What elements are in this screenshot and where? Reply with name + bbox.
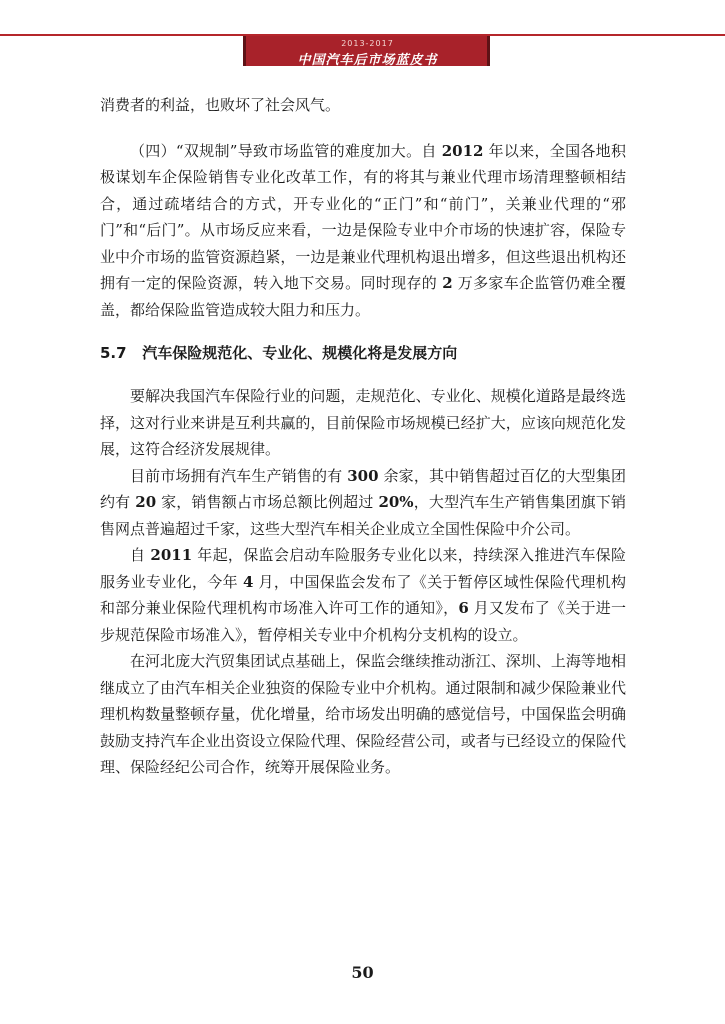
text-run: 年以来，全国各地积极谋划车企保险销售专业化改革工作，有的将其与兼业代理市场清理整顿相结合，通过疏堵结合的方式，开专业化的“正门”和“前门”，关兼业代理的“邪门”和“后门”。从市场反应来看，一边是保险专业中介市场的快速扩容，保险专业中介市场的监管资源趋紧，一边是兼业代理机构退出增多，但这些退出机构还拥有一定的保险资源，转入地下交易。同时现存的 — [100, 141, 626, 292]
header-banner — [243, 36, 489, 66]
text-run: 年起，保监会启动车险服务专业化以来，持续深入推进汽车保险服务业专业化，今年 — [100, 546, 626, 591]
paragraph: 在河北庞大汽贸集团试点基础上，保监会继续推动浙江、深圳、上海等地相继成立了由汽车相关企业独资的保险专业中介机构。通过限制和减少保险兼业代理机构数量整顿存量，优化增量，给市场发出明确的感觉信号，中国保监会明确鼓励支持汽车企业出资设立保险代理、保险经营公司，或者与已经设立的保险代理、保险经纪公司合作，统筹开展保险业务。 — [100, 652, 626, 776]
text-run: 目前市场拥有汽车生产销售的有 — [130, 466, 348, 485]
text-run: （四）“双规制”导致市场监管的难度加大。自 — [130, 141, 442, 160]
bold-figure: 2011 — [150, 546, 193, 564]
text-run: 月又发布了《关于进一步规范保险市场准入》，暂停相关专业中介机构分支机构的设立。 — [100, 599, 626, 644]
text-run: 月，中国保监会发布了《关于暂停区域性保险代理机构和部分兼业保险代理机构市场准入许可工作的通知》， — [100, 572, 626, 617]
bold-figure: 4 — [243, 572, 254, 591]
text-run: 自 — [130, 546, 151, 564]
bold-figure: 2 — [442, 274, 453, 292]
bold-figure: 6 — [458, 599, 469, 617]
paragraph — [100, 138, 626, 324]
paragraph: 消费者的利益，也败坏了社会风气。 — [100, 96, 341, 114]
bold-figure: 300 — [347, 466, 379, 485]
header-title: 中国汽车后市场蓝皮书 — [297, 53, 438, 68]
bold-figure: 20% — [378, 493, 414, 511]
section-title: 汽车保险规范化、专业化、规模化将是发展方向 — [142, 344, 458, 362]
header-banner-edge — [487, 36, 490, 66]
text-run: 余家，其中销售超过百亿的大型集团约有 — [100, 466, 626, 511]
document-body — [100, 92, 626, 781]
header-year: 2013-2017 — [341, 39, 394, 48]
text-run: 家，销售额占市场总额比例超过 — [156, 493, 379, 511]
text-run: 万多家车企监管仍难全覆盖，都给保险监管造成较大阻力和压力。 — [100, 274, 626, 319]
section-number: 5.7 — [100, 344, 127, 362]
paragraph: 要解决我国汽车保险行业的问题，走规范化、专业化、规模化道路是最终选择，这对行业来讲是互利共赢的，目前保险市场规模已经扩大，应该向规范化发展，这符合经济发展规律。 — [100, 387, 626, 458]
section-heading — [100, 341, 626, 365]
paragraph — [100, 542, 626, 648]
bold-figure: 2012 — [441, 141, 484, 160]
page-number: 50 — [351, 963, 374, 982]
text-run: ，大型汽车生产销售集团旗下销售网点普遍超过千家，这些大型汽车相关企业成立全国性保险中介公司。 — [100, 493, 626, 538]
bold-figure: 20 — [135, 493, 157, 511]
paragraph — [100, 463, 626, 543]
